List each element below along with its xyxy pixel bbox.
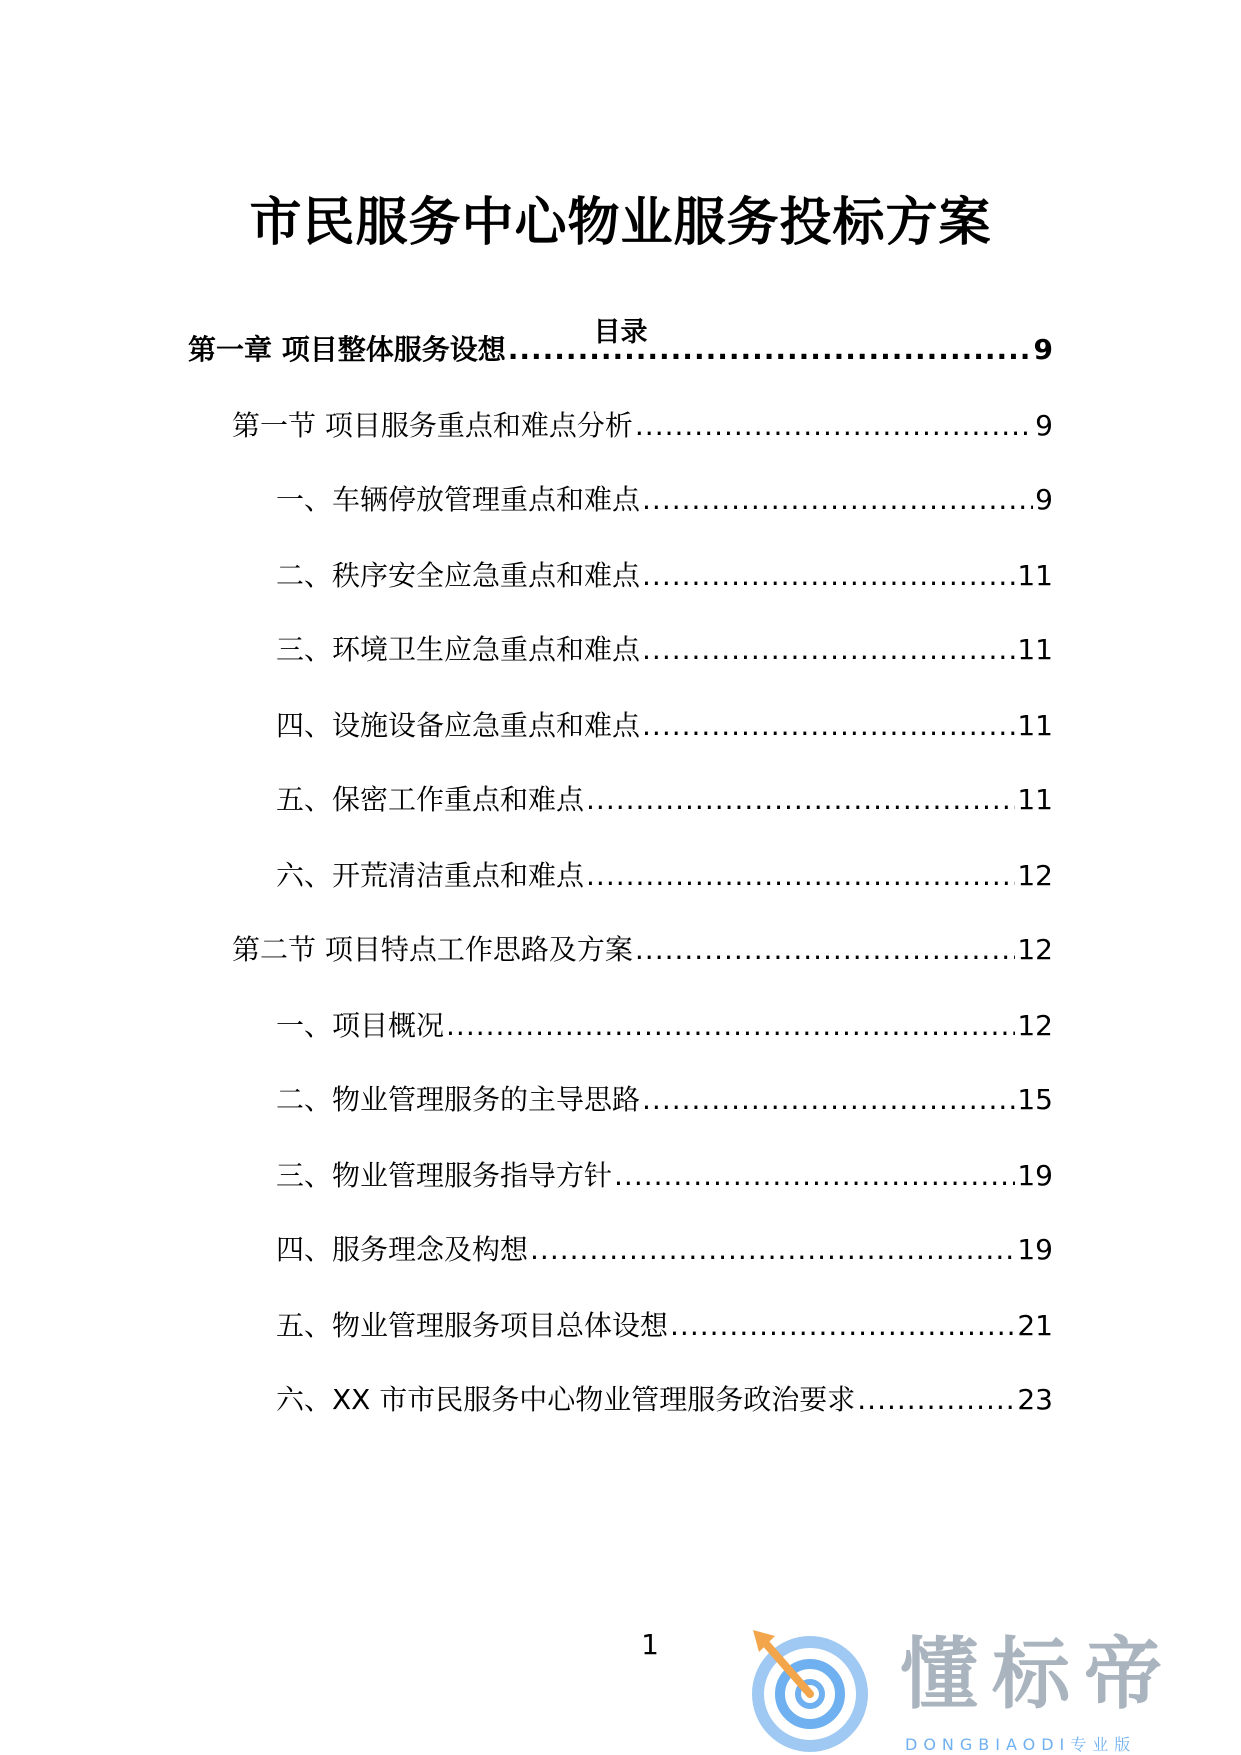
toc-entry-text: 五、保密工作重点和难点: [276, 783, 585, 816]
toc-entry-page: 19: [1017, 1233, 1053, 1266]
toc-entry-item[interactable]: [276, 1230, 1053, 1270]
toc-entry-text: 六、XX 市市民服务中心物业管理服务政治要求: [276, 1383, 856, 1416]
toc-entry-item[interactable]: [276, 1006, 1053, 1046]
toc-entry-item[interactable]: [276, 1156, 1053, 1196]
toc-entry-text: 一、车辆停放管理重点和难点: [276, 483, 641, 516]
toc-entry-text: 第一节 项目服务重点和难点分析: [232, 409, 633, 442]
toc-leader-dots: [642, 1080, 1015, 1120]
toc-entry-chapter[interactable]: [188, 330, 1053, 370]
toc-leader-dots: [508, 330, 1032, 370]
toc-leader-dots: [635, 930, 1015, 970]
toc-leader-dots: [614, 1156, 1015, 1196]
toc-entry-text: 二、物业管理服务的主导思路: [276, 1083, 641, 1116]
toc-entry-item[interactable]: [276, 706, 1053, 746]
toc-entry-page: 11: [1017, 783, 1053, 816]
toc-entry-page: 21: [1017, 1309, 1053, 1342]
toc-entry-text: 三、物业管理服务指导方针: [276, 1159, 613, 1192]
toc-heading: 目录: [593, 317, 648, 348]
toc-entry-text: 一、项目概况: [276, 1009, 445, 1042]
toc-entry-text: 三、环境卫生应急重点和难点: [276, 633, 641, 666]
toc-leader-dots: [642, 630, 1015, 670]
toc-entry-page: 23: [1017, 1383, 1053, 1416]
toc-entry-page: 12: [1017, 933, 1053, 966]
toc-entry-item[interactable]: [276, 1306, 1053, 1346]
toc-leader-dots: [857, 1380, 1015, 1420]
toc-entry-item[interactable]: [276, 856, 1053, 896]
toc-entry-text: 五、物业管理服务项目总体设想: [276, 1309, 669, 1342]
toc-leader-dots: [530, 1230, 1015, 1270]
toc-entry-page: 15: [1017, 1083, 1053, 1116]
toc-entry-page: 12: [1017, 859, 1053, 892]
toc-entry-text: 四、设施设备应急重点和难点: [276, 709, 641, 742]
toc-entry-item[interactable]: [276, 780, 1053, 820]
toc-entry-text: 二、秩序安全应急重点和难点: [276, 559, 641, 592]
toc-entry-item[interactable]: [276, 1380, 1053, 1420]
toc-entry-page: 19: [1017, 1159, 1053, 1192]
toc-entry-text: 第一章 项目整体服务设想: [188, 333, 506, 366]
toc-entry-item[interactable]: [276, 480, 1053, 520]
target-arrow-icon: [747, 1628, 873, 1754]
toc-entry-item[interactable]: [276, 630, 1053, 670]
toc-entry-page: 9: [1035, 409, 1053, 442]
toc-entry-section[interactable]: [232, 406, 1053, 446]
toc-entry-page: 11: [1017, 709, 1053, 742]
toc-leader-dots: [642, 480, 1033, 520]
toc-entry-text: 四、服务理念及构想: [276, 1233, 529, 1266]
toc-leader-dots: [586, 856, 1015, 896]
toc-entry-page: 12: [1017, 1009, 1053, 1042]
toc-leader-dots: [446, 1006, 1015, 1046]
toc-entry-section[interactable]: [232, 930, 1053, 970]
toc-leader-dots: [670, 1306, 1015, 1346]
toc-entry-page: 9: [1035, 483, 1053, 516]
page-number: 1: [641, 1628, 659, 1661]
toc-entry-page: 11: [1017, 559, 1053, 592]
toc-entry-text: 第二节 项目特点工作思路及方案: [232, 933, 633, 966]
toc-leader-dots: [642, 706, 1015, 746]
toc-entry-page: 11: [1017, 633, 1053, 666]
document-title: 市民服务中心物业服务投标方案: [249, 193, 992, 253]
watermark-brand: 懂标帝: [900, 1630, 1177, 1720]
toc-entry-text: 六、开荒清洁重点和难点: [276, 859, 585, 892]
toc-entry-item[interactable]: [276, 1080, 1053, 1120]
watermark-subtitle: DONGBIAODI专业版: [905, 1735, 1137, 1754]
toc-entry-item[interactable]: [276, 556, 1053, 596]
toc-leader-dots: [635, 406, 1033, 446]
toc-leader-dots: [642, 556, 1015, 596]
toc-leader-dots: [586, 780, 1015, 820]
brand-watermark: [735, 1628, 1235, 1754]
toc-entry-page: 9: [1033, 333, 1053, 366]
